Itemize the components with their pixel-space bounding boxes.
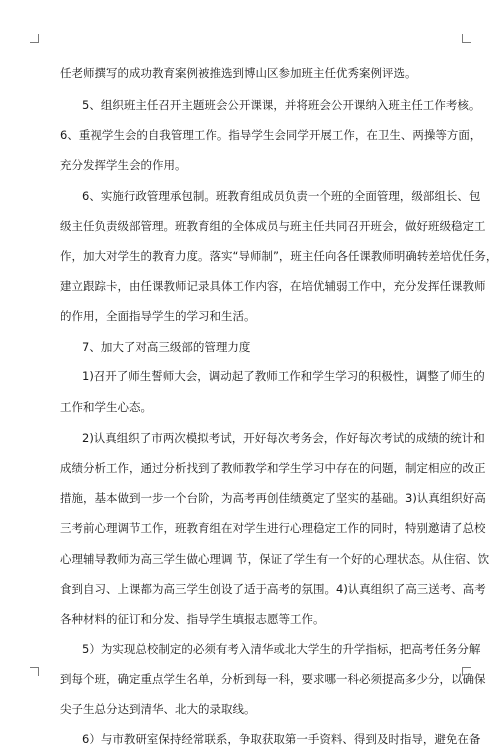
text-line: 三考前心理调节工作，班教育组在对学生进行心理稳定工作的同时，特别邀请了总校	[60, 521, 486, 535]
text-line: 尖子生总分达到清华、北大的录取线。	[60, 702, 256, 716]
text-line: 5、组织班主任召开主题班会公开课课，并将班会公开课纳入班主任工作考核。	[82, 98, 481, 112]
text-line: 作，加大对学生的教育力度。落实“导师制”，班主任向各任课教师明确转差培优任务，	[60, 249, 498, 263]
text-line: 各种材料的征订和分发、指导学生填报志愿等工作。	[60, 612, 325, 626]
text-line: 工作和学生心态。	[60, 400, 152, 414]
text-line: 6、重视学生会的自我管理工作。指导学生会同学开展工作，在卫生、两操等方面，	[60, 128, 482, 142]
text-line: 5）为实现总校制定的必须有考入清华或北大学生的升学指标，把高考任务分解	[82, 642, 481, 656]
text-line: 的作用，全面指导学生的学习和生活。	[60, 309, 256, 323]
text-line: 1)召开了师生誓师大会，调动起了教师工作和学生学习的积极性，调整了师生的	[82, 369, 485, 383]
text-line: 6）与市教研室保持经常联系，争取获取第一手资料、得到及时指导，避免在备	[82, 732, 481, 746]
text-line: 充分发挥学生会的作用。	[60, 158, 187, 172]
corner-mark-top-right	[462, 34, 471, 43]
text-line: 2)认真组织了市两次模拟考试，开好每次考务会，作好每次考试的成绩的统计和	[82, 431, 485, 445]
text-line: 心理辅导教师为高三学生做心理调 节，保证了学生有一个好的心理状态。从住宿、饮	[60, 552, 490, 566]
corner-mark-top-left	[30, 34, 39, 43]
text-line: 任老师撰写的成功教育案例被推选到博山区参加班主任优秀案例评选。	[60, 66, 417, 80]
text-line: 7、加大了对高三级部的管理力度	[82, 340, 251, 354]
text-line: 措施，基本做到一步一个台阶，为高考再创佳绩奠定了坚实的基础。3)认真组织好高	[60, 491, 486, 505]
text-line: 级主任负责级部管理。班教育组的全体成员与班主任共同召开班会，做好班级稳定工	[60, 219, 486, 233]
text-line: 成绩分析工作，通过分析找到了教师教学和学生学习中存在的问题，制定相应的改正	[60, 461, 486, 475]
text-line: 食到自习、上课都为高三学生创设了适于高考的氛围。4)认真组织了高三送考、高考	[60, 582, 486, 596]
corner-mark-bottom-left	[30, 667, 39, 676]
text-line: 建立跟踪卡，由任课教师记录具体工作内容，在培优辅弱工作中，充分发挥任课教师	[60, 279, 486, 293]
text-line: 到每个班，确定重点学生名单，分析到每一科，要求哪一科必须提高多少分，以确保	[60, 672, 486, 686]
text-line: 6、实施行政管理承包制。班教育组成员负责一个班的全面管理，级部组长、包	[82, 189, 481, 203]
